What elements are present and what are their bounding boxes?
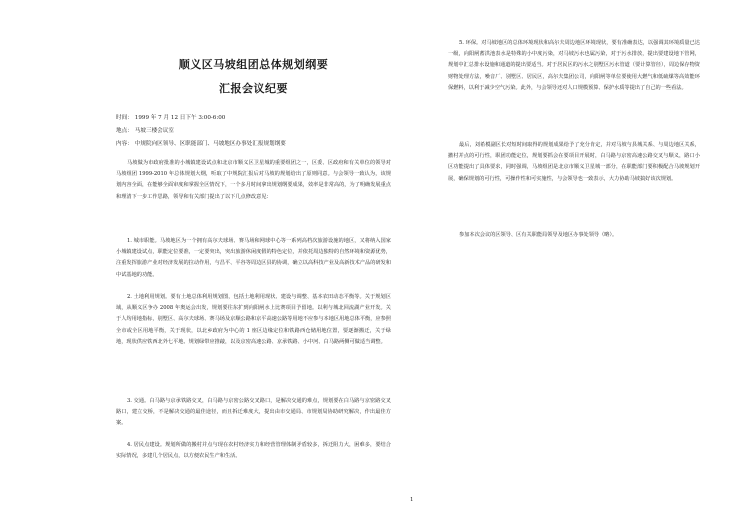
page-number: 1 [410,497,414,503]
meta-place [116,127,174,135]
paragraph-traffic: 3. 交通。白马路与京承铁路交叉，白马路与京密公路交叉路口，是解决交通的难点，规划要在白马路与京密路交叉路口，建立交桥，不是解决交通的最佳途径，而且拆迁难度大，提出由市交通局、市规划局协助研究解决，作出最佳方案。 [116,398,391,427]
paragraph-conclusion: 最后，刘希模副区长对短时间取得的规划成果给予了充分肯定，并对马坡与县城关系、与周边地区关系，撤村并点的可行性，职团功能定位，规划要抓会在要项目开展时，白马路与京密高速公路交叉与顺义，路口小区功能提出了具体要求，同时强调，马坡组团是北京市顺义卫星城一部分，在职能部门要积极配合马坡规划开展，确保规划的可行性，可操作性和可实施性，与会领导也一致表示，大力协助马坡搞好该次规划。 [448,142,700,182]
paragraph-intro: 马坡做为市政府批准的小城镇建设试点和北京市顺义区卫星城的重要组团之一，区委、区政府和有关单位的领导对马坡组团 1999-2010 年总体规划大纲，听取了中规院汇报后对马坡的规划给出了原则同意。与会领导一致认为，该规划内容全面，在能够全面审度和掌握全区情况下，一个多月时间拿出规划纲要成果，效率是非常高的，为了明确发展重点和理清下一步工作思路，领导和有关部门提出了以下几点修改意见： [116,160,391,200]
document-title: 顺义区马坡组团总体规划纲要 [178,58,329,71]
meta-place-label: 地点： [116,128,133,134]
meta-time-value: 1999 年 7 月 12 日下午 3:00-6:00 [134,115,226,121]
paragraph-city-function: 1. 城市职能。马坡地区为一个拥有高尔夫球场、赛马场和网球中心等一系列高档次旅游设施的地区，又将纳入国家小城镇建设试点，职能定位要准，一定要突出，突出旅游休闲度假的特色定位，并依托周边独特的自然环境和资源优势，注重发挥旅游产业对经济发展的拉动作用，与昌平、平谷等周边区县的协调，确立以高科技产业及高新技术产品的研发和中试基地的功能。 [116,238,391,278]
paragraph-environment: 5. 环保。对马坡地区的总体环境现状和高尔夫周边地区环境现状，要有准确表达，以强调其环境质量已达一级，向阳闸蓄洪池表水是特殊的小中度污染，对马坡污水也属污染，对于污水排放，提出要建设地下管网，规划中汇总排水设施和通道的提出要适当。对于居民区的污水之别墅区污水管道（要计算管径），周边保存物资财物处理方法，噪音厂、别墅区、居民区，高尔夫集团公司，向阳闸等单位要使用大燃气和低硫煤等高效能环保燃料，以利于减少空气污染。此外，与会领导还对人口规模预算、保护水质等提出了自己的一些看法。 [448,40,700,91]
paragraph-land-use: 2. 土地利用规划。要有土地总体利用规划图，包括土地利用现状、建设与调整、基本农田动态平衡等。关于规划区域，从顺义区争办 2008 年奥运会出发，规划要往东扩到向阳闸水上比赛项目予留地。以利与城北回流湖产业开发。关于人均用地指标，别墅区、高尔夫球场、赛马场及京顺公路和京平高速公路等用地不应参与本地区用地总体平衡，应参照全市或全区用地平衡，关于现状，以北乡政府为中心的 1 座区边缘定位和铁路西仓储用地位置，要逐渐搬迁，关于绿地，现状供应铁西北外七平地、规划绿带应推敲，以及京密高速公路、京承铁路、小中河、白马路两侧可做适当调整。 [116,294,391,345]
meta-time-label: 时间： [116,115,133,121]
paragraph-attendees: 参加本次会议的区领导、区有关职能局领导及地区办事处领导（略）。 [459,232,618,238]
document-subtitle: 汇报会议纪要 [219,82,288,95]
meta-content-value: 中规院向区领导、区职能部门、马坡地区办事处汇报规划纲要 [134,141,286,147]
meta-content [116,140,286,148]
paragraph-residential: 4. 居民点建设。规划所做的搬村并点与现在农村经济实力和经营管理体制矛盾较多，拆迁阻力大，困难多，要结合实际情况，多建几个居民点，以方便农民生产和生活。 [116,442,391,460]
meta-place-value: 马坡三楼会议室 [134,128,174,134]
meta-time [116,114,225,122]
meta-content-label: 内容： [116,141,133,147]
